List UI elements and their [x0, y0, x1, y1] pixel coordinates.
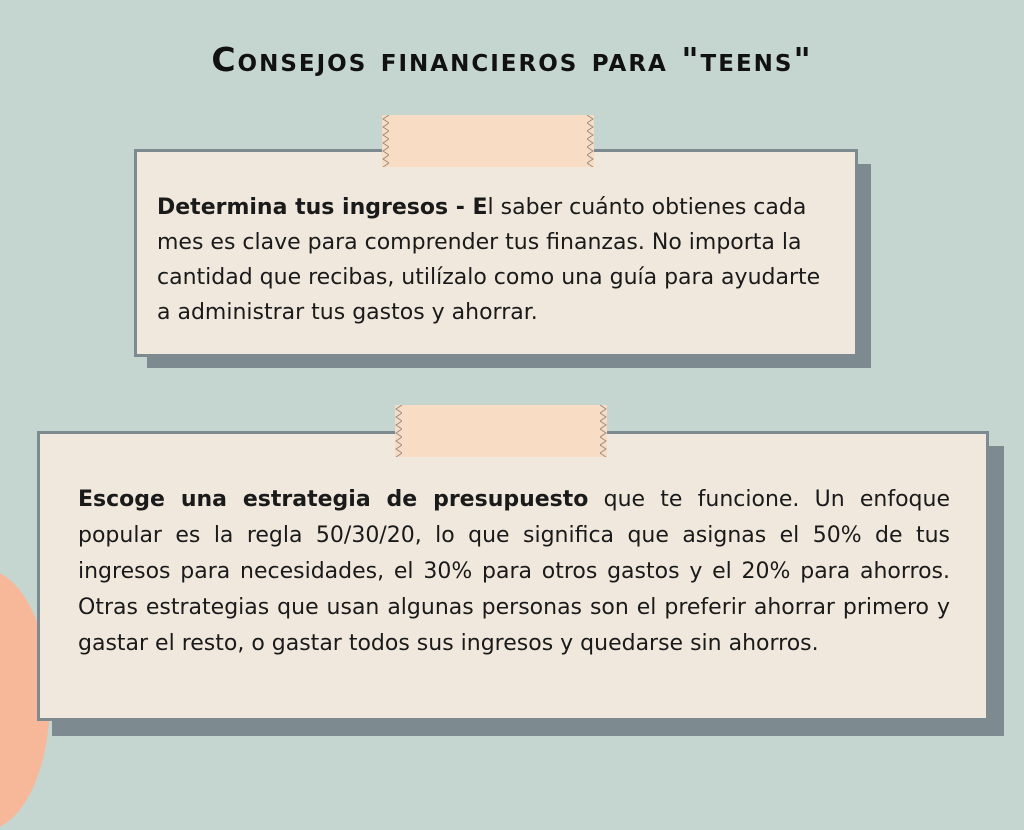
tip-card-income	[134, 149, 858, 357]
tip-heading: Determina tus ingresos - E	[157, 195, 488, 220]
tip-body: que te funcione. Un enfoque popular es la regla 50/30/20, lo que significa que asignas el 50% de tus ingresos para necesidades, el 30% para otros gastos y el 20% para ahorros. Otras estrategias que usan algunas personas son el preferir ahorrar primero y gastar el resto, o gastar todos sus ingresos y quedarse sin ahorros.	[78, 487, 951, 656]
tip-text	[157, 190, 837, 330]
tip-heading: Escoge una estrategia de presupuesto	[78, 487, 589, 512]
tip-card-budget	[37, 431, 989, 721]
washi-tape-icon	[382, 115, 594, 167]
tip-text	[78, 482, 950, 662]
page-title: Consejos financieros para "teens"	[211, 40, 813, 79]
washi-tape-icon	[395, 405, 607, 457]
tip-body: l saber cuánto obtienes cada mes es clave para comprender tus finanzas. No importa la cantidad que recibas, utilízalo como una guía para ayudarte a administrar tus gastos y ahorrar.	[157, 195, 821, 325]
